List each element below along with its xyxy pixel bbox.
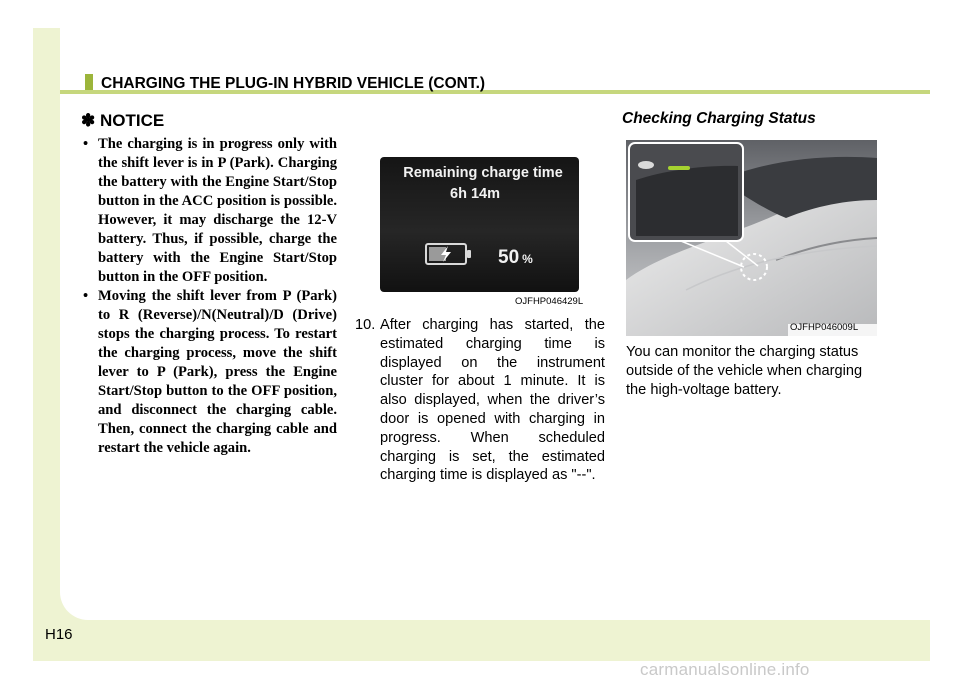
section-title: Checking Charging Status (622, 110, 816, 127)
notice-title: ✽ NOTICE (81, 111, 165, 130)
car-charging-indicator-image (626, 140, 877, 336)
bullet-icon: • (83, 288, 89, 304)
cluster-time: 6h 14m (450, 186, 500, 202)
image-code: OJFHP046009L (790, 322, 859, 333)
section-body: You can monitor the charging status outside of the vehicle when charging the high-voltage battery. (626, 344, 863, 398)
cluster-percent (498, 247, 533, 269)
image-code: OJFHP046429L (515, 296, 584, 307)
cluster-percent-unit: % (522, 252, 533, 266)
notice-item (81, 287, 337, 458)
step-text: After charging has started, the estimated charging time is displayed on the instrument cluster for about 1 minute. It is also displayed, when the driver’s door is opened with charging in progress. When scheduled charging is set, the estimated charging time is displayed as "--". (380, 317, 605, 484)
step-number: 10. (355, 317, 376, 333)
watermark: carmanualsonline.info (640, 660, 810, 679)
bullet-icon: • (83, 136, 89, 152)
step-10 (355, 316, 605, 485)
notice-item-text: The charging is in progress only with the shift lever is in P (Park). Charging the battery with the Engine Start/Stop button in the ACC position is possible. However, it may discharge the 12-V battery. Thus, if possible, charge the battery with the Engine Start/Stop button in the OFF position. (98, 136, 337, 285)
notice-item-text: Moving the shift lever from P (Park) to R (Reverse)/N(Neutral)/D (Drive) stops the charging process. To restart the charging process, move the shift lever to P (Park), press the Engine Start/Stop button to the OFF position, and disconnect the charging cable. Then, connect the charging cable and restart the vehicle again. (98, 288, 337, 456)
cluster-percent-value: 50 (498, 247, 520, 268)
battery-charging-icon (425, 241, 473, 267)
cluster-label: Remaining charge time (403, 165, 563, 181)
notice-list (81, 135, 337, 458)
notice-item (81, 135, 337, 287)
page-number: H16 (45, 626, 73, 643)
page-header-title: CHARGING THE PLUG-IN HYBRID VEHICLE (CONT.) (101, 75, 486, 92)
